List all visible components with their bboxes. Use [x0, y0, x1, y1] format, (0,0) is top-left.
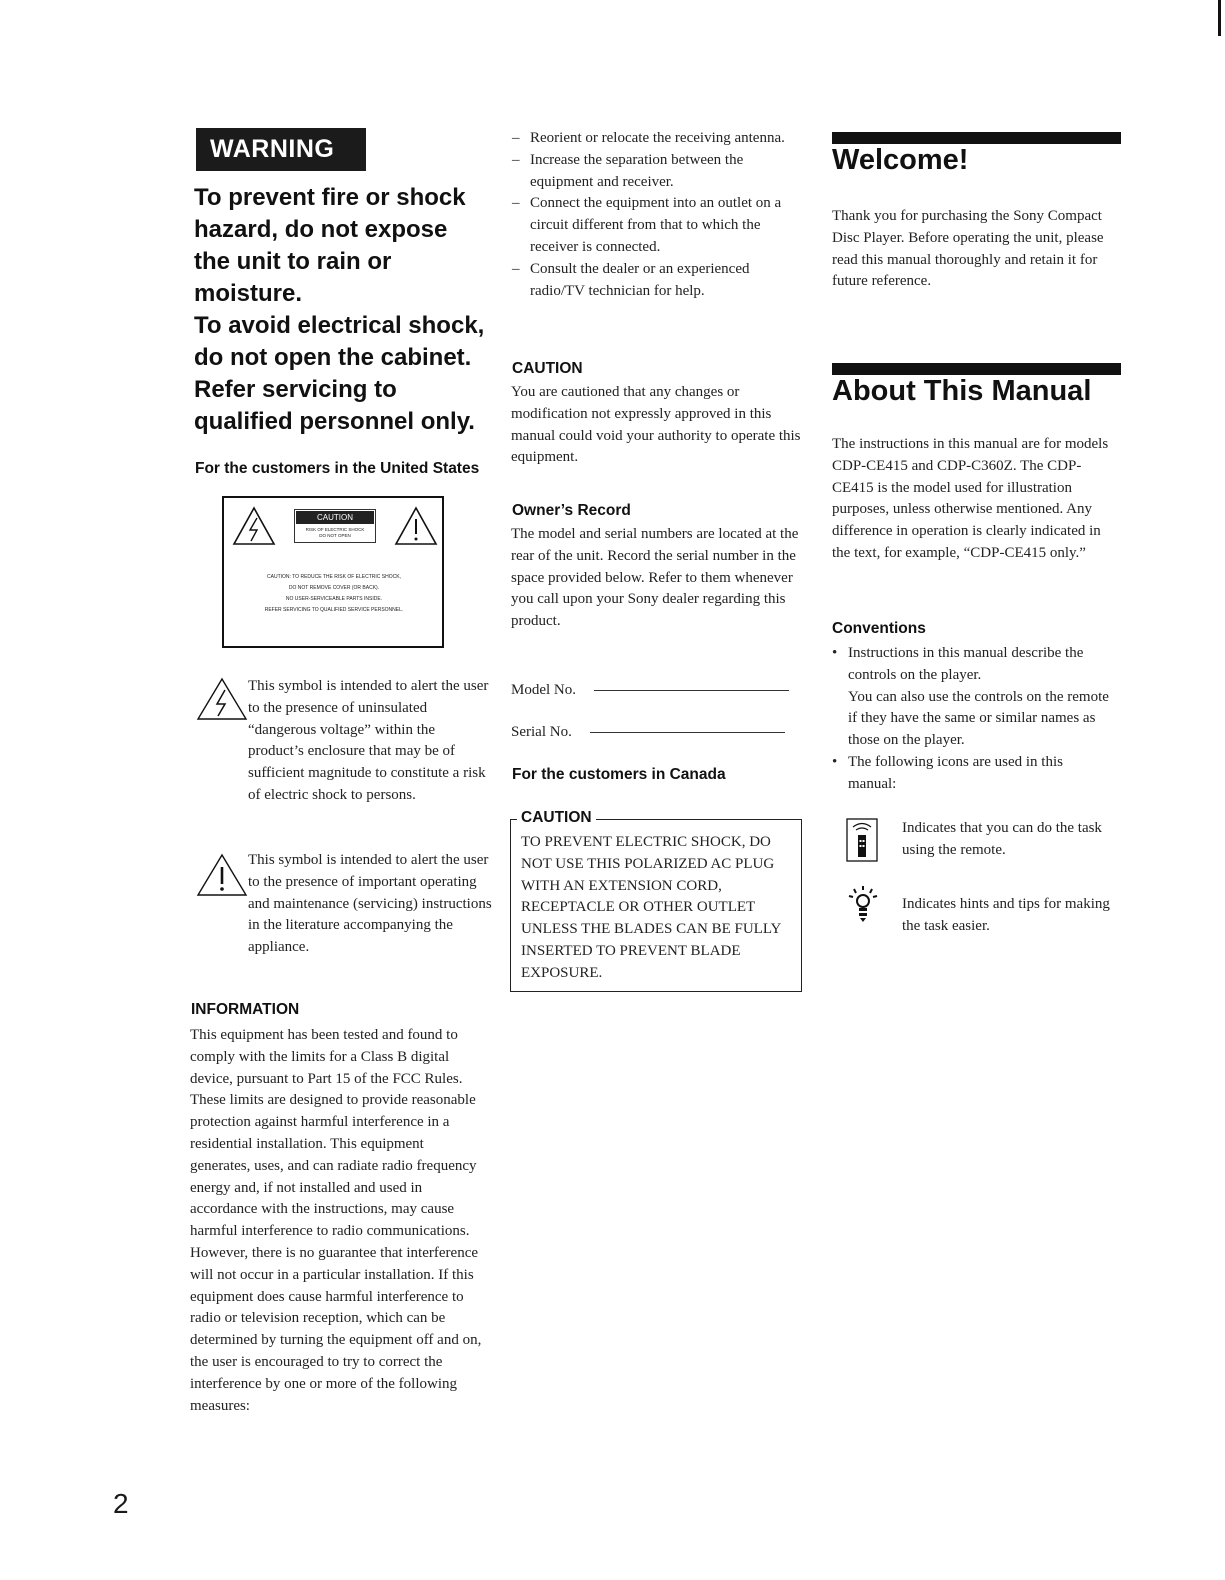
welcome-text: Thank you for purchasing the Sony Compact Disc Player. Before operating the unit, please read this manual thoroughly and retain it for future reference.	[832, 208, 1104, 290]
lightbulb-tip-icon	[848, 884, 878, 924]
label-fine-print	[234, 572, 434, 616]
model-number-label: Model No.	[511, 682, 576, 698]
headline-line: Refer servicing to	[194, 376, 397, 403]
headline-line: To avoid electrical shock,	[194, 312, 485, 339]
list-item: – Reorient or relocate the receiving antenna.	[512, 130, 785, 146]
list-item: • The following icons are used in this manual:	[832, 752, 1114, 796]
headline-line: hazard, do not expose	[194, 216, 448, 243]
remote-icon	[846, 818, 878, 862]
caution-heading: CAUTION	[512, 360, 583, 377]
welcome-title: Welcome!	[832, 144, 969, 176]
box-top-border-left	[511, 819, 517, 820]
box-top-border	[593, 819, 801, 820]
canada-caution-heading: CAUTION	[521, 809, 596, 827]
information-text: This equipment has been tested and found to comply with the limits for a Class B digital device, pursuant to Part 15 of the FCC Rules. These limits are designed to provide reasonable protection against harmful interference in a residential installation. This equipment generates, uses, and can radiate radio frequency energy and, if not installed and used in accordance with the instructions, may cause harmful interference to radio communications. However, there is no guarantee that interference will not occur in a particular installation. If this equipment does cause harmful interference to radio or television reception, which can be determined by turning the equipment off and on, the user is encouraged to try to correct the interference by one or more of the following measures:	[190, 1027, 482, 1414]
warning-banner: WARNING	[196, 128, 366, 171]
canada-caution-text: TO PREVENT ELECTRIC SHOCK, DO NOT USE THIS POLARIZED AC PLUG WITH AN EXTENSION CORD, RECEPTACLE OR OTHER OUTLET UNLESS THE BLADES CAN BE FULLY INSERTED TO PREVENT BLADE EXPOSURE.	[521, 834, 781, 981]
page-edge-mark	[1218, 0, 1221, 36]
list-item: • Instructions in this manual describe the controls on the player. You can also use the controls on the remote if they have the same or similar names as those on the player.	[832, 643, 1114, 752]
list-item: – Increase the separation between the equipment and receiver.	[512, 151, 744, 190]
label-caution-text: CAUTION	[296, 511, 374, 524]
headline-line: moisture.	[194, 280, 303, 307]
conventions-list	[832, 643, 1114, 796]
label-risk-line: RISK OF ELECTRIC SHOCK	[305, 527, 365, 532]
tip-icon-text: Indicates hints and tips for making the task easier.	[902, 896, 1110, 934]
headline-line: qualified personnel only.	[194, 408, 475, 435]
about-title: About This Manual	[832, 375, 1092, 407]
voltage-symbol-text: This symbol is intended to alert the user to the presence of uninsulated “dangerous voltage” within the product’s enclosure that may be of sufficient magnitude to constitute a risk of electric shock to persons.	[248, 678, 489, 803]
section-rule	[832, 363, 1121, 375]
serial-number-field[interactable]	[511, 722, 811, 744]
section-rule	[832, 132, 1121, 144]
exclamation-triangle-icon	[394, 506, 438, 546]
list-item: – Consult the dealer or an experienced radio/TV technician for help.	[512, 260, 750, 299]
label-line: NO USER-SERVICEABLE PARTS INSIDE.	[285, 596, 383, 602]
caution-text: You are cautioned that any changes or modification not expressly approved in this manual could void your authority to operate this equipment.	[511, 384, 801, 466]
warning-headline	[194, 182, 494, 438]
label-line: CAUTION: TO REDUCE THE RISK OF ELECTRIC SHOCK,	[267, 574, 401, 580]
lightning-triangle-icon	[232, 506, 276, 546]
label-open-line: DO NOT OPEN	[319, 533, 351, 538]
remote-icon-text: Indicates that you can do the task using the remote.	[902, 820, 1102, 858]
serial-number-label: Serial No.	[511, 724, 572, 740]
headline-line: the unit to rain or	[194, 248, 392, 275]
canada-heading: For the customers in Canada	[512, 766, 726, 783]
lightning-triangle-icon	[196, 676, 248, 722]
us-customers-heading: For the customers in the United States	[195, 460, 480, 477]
owners-record-text: The model and serial numbers are located at the rear of the unit. Record the serial number in the space provided below. Refer to them whenever you call upon your Sony dealer regarding this product.	[511, 526, 799, 630]
caution-label-image	[222, 496, 444, 648]
serial-number-line	[590, 732, 785, 733]
list-item: – Connect the equipment into an outlet on a circuit different from that to which the receiver is connected.	[512, 195, 782, 255]
information-heading: INFORMATION	[191, 1001, 300, 1018]
exclamation-triangle-icon	[196, 852, 248, 898]
owners-record-heading: Owner’s Record	[512, 502, 631, 519]
maintenance-symbol-text: This symbol is intended to alert the user to the presence of important operating and maintenance (servicing) instructions in the literature accompanying the appliance.	[248, 852, 492, 956]
label-line: DO NOT REMOVE COVER (OR BACK).	[288, 585, 380, 591]
label-line: REFER SERVICING TO QUALIFIED SERVICE PERSONNEL.	[264, 607, 404, 613]
headline-line: To prevent fire or shock	[194, 184, 466, 211]
page-number: 2	[113, 1488, 129, 1519]
headline-line: do not open the cabinet.	[194, 344, 472, 371]
model-number-field[interactable]	[511, 680, 811, 702]
conventions-heading: Conventions	[832, 620, 926, 637]
label-risk-text	[296, 527, 374, 539]
model-number-line	[594, 690, 789, 691]
about-text: The instructions in this manual are for models CDP-CE415 and CDP-C360Z. The CDP-CE415 is the model used for illustration purposes, unless otherwise mentioned. Any difference in operation is clearly indicated in the text, for example, “CDP-CE415 only.”	[832, 436, 1109, 561]
measures-list	[510, 128, 800, 302]
